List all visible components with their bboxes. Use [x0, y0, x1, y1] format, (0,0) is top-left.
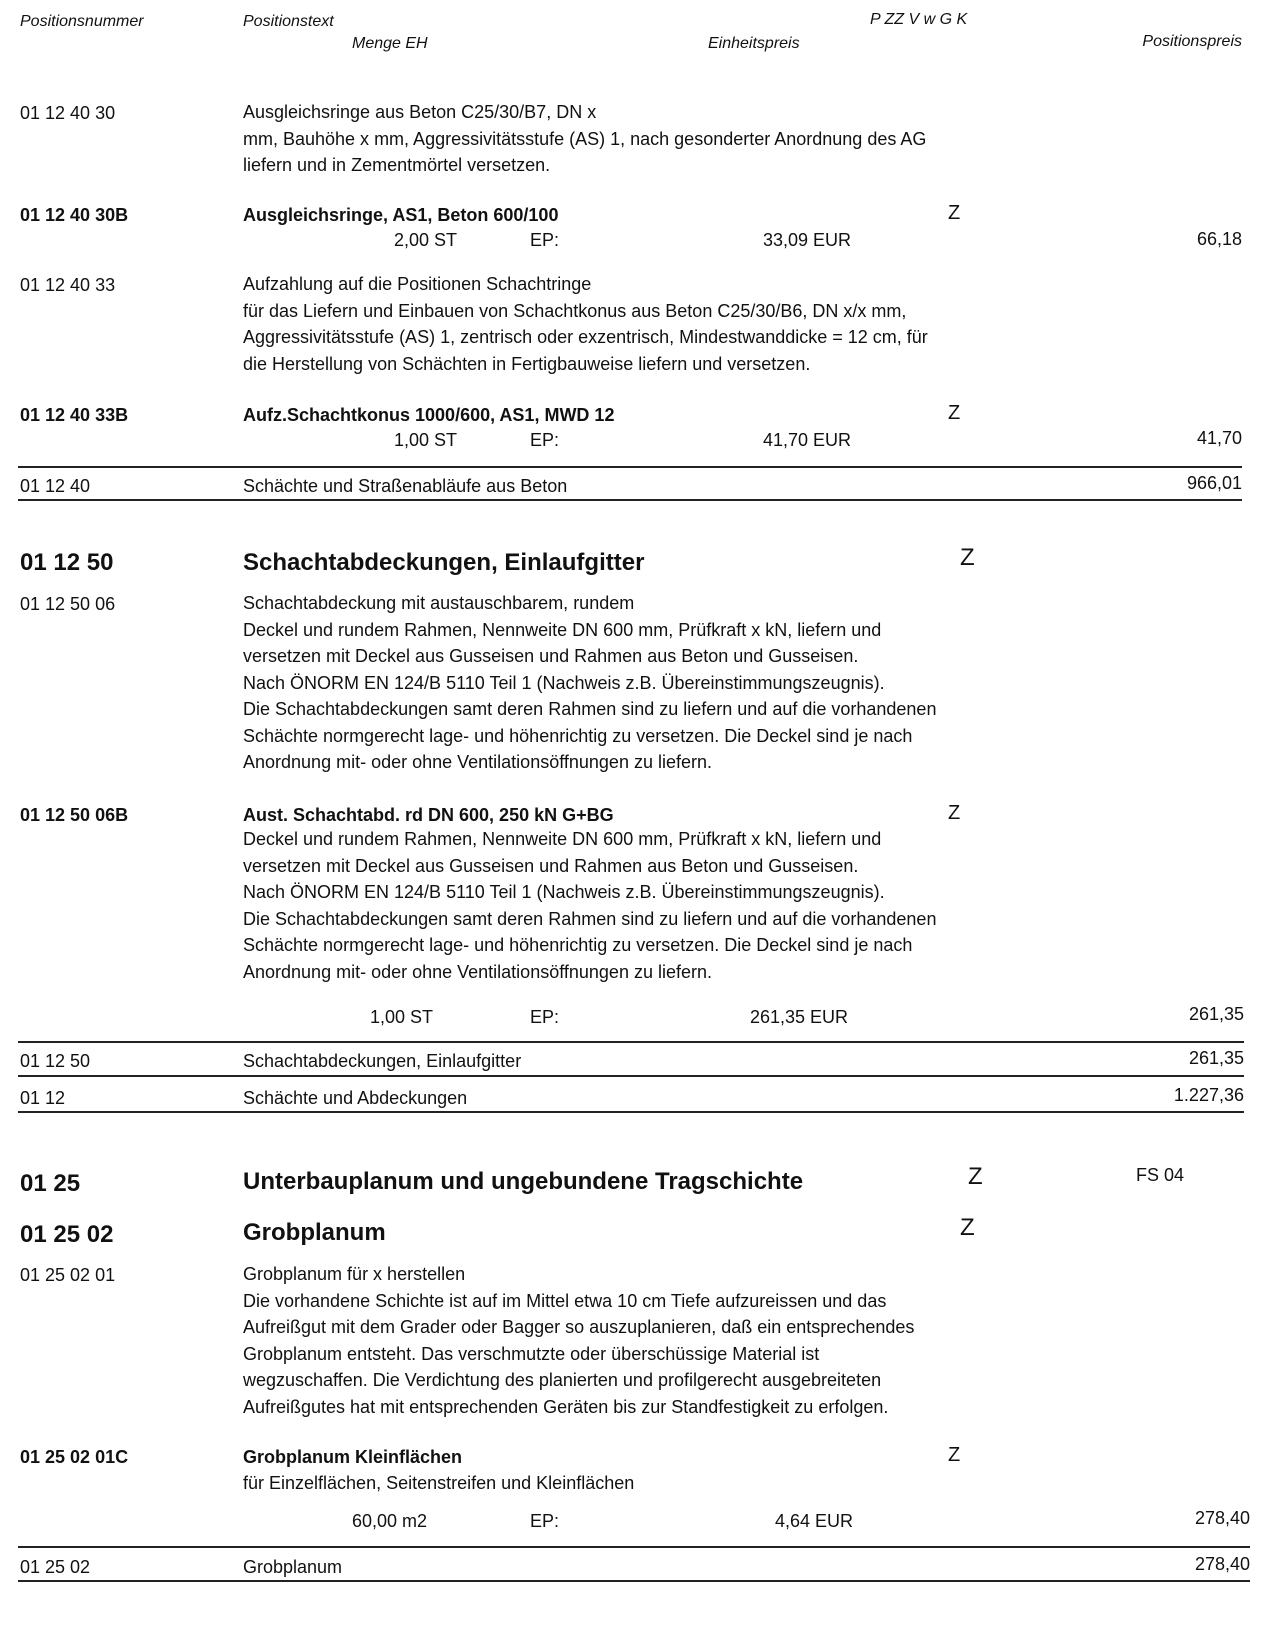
subtotal-number: 01 25 02 [20, 1557, 91, 1577]
subtotal-text: Schachtabdeckungen, Einlaufgitter [243, 1051, 522, 1071]
divider [18, 1075, 1244, 1077]
subtotal-number: 01 12 [20, 1088, 66, 1108]
unit-price: 4,64 EUR [775, 1511, 854, 1531]
quantity-unit: 1,00 ST [370, 1007, 434, 1027]
ep-label: EP: [530, 1511, 560, 1531]
ep-label: EP: [530, 1007, 560, 1027]
z-marker: Z [960, 544, 975, 571]
unit-price: 41,70 EUR [763, 430, 852, 450]
section-title: Unterbauplanum und ungebundene Tragschichte [243, 1168, 804, 1195]
z-marker: Z [968, 1163, 983, 1190]
subtotal-price: 1.227,36 [1173, 1085, 1244, 1105]
position-number: 01 25 02 01 [20, 1265, 116, 1285]
z-marker: Z [948, 402, 961, 424]
header-menge-eh: Menge EH [352, 35, 428, 52]
divider [18, 1041, 1244, 1043]
header-einheitspreis: Einheitspreis [708, 35, 800, 52]
position-number: 01 12 50 06B [20, 805, 129, 825]
z-marker: Z [960, 1214, 975, 1241]
position-number: 01 12 40 30 [20, 103, 116, 123]
position-number: 01 12 40 30B [20, 205, 129, 225]
header-positionsnummer: Positionsnummer [20, 13, 144, 30]
quantity-unit: 1,00 ST [394, 430, 458, 450]
position-price: 41,70 [1196, 428, 1242, 448]
unit-price: 33,09 EUR [763, 230, 852, 250]
position-title: Grobplanum Kleinflächen [243, 1447, 463, 1467]
subtotal-text: Schächte und Abdeckungen [243, 1088, 468, 1108]
position-text: Ausgleichsringe aus Beton C25/30/B7, DN x mm, Bauhöhe x mm, Aggressivitätsstufe (AS) 1, nach gesonderter Anordnung des AG liefern und in Zementmörtel versetzen. [243, 102, 927, 175]
ep-label: EP: [530, 230, 560, 250]
z-marker: Z [948, 1444, 961, 1466]
divider [18, 1546, 1250, 1548]
z-marker: Z [948, 202, 961, 224]
quantity-unit: 60,00 m2 [352, 1511, 428, 1531]
section-number: 01 12 50 [20, 549, 114, 576]
position-title: Aufz.Schachtkonus 1000/600, AS1, MWD 12 [243, 405, 615, 425]
position-text: Deckel und rundem Rahmen, Nennweite DN 600 mm, Prüfkraft x kN, liefern und versetzen mit Deckel aus Gusseisen und Rahmen aus Beton und Gusseisen. Nach ÖNORM EN 124/B 5110 Teil 1 (Nachweis z.B. Übereinstimmungszeugnis). Die Schachtabdeckungen samt deren Rahmen sind zu liefern und auf die vorhandenen Schächte normgerecht lage- und höhenrichtig zu versetzen. Die Deckel sind je nach Anordnung mit- oder ohne Ventilationsöffnungen zu liefern. [243, 829, 937, 982]
divider [18, 499, 1242, 501]
position-subtitle: für Einzelflächen, Seitenstreifen und Kleinflächen [243, 1473, 635, 1493]
section-number: 01 25 [20, 1170, 81, 1197]
divider [18, 1580, 1250, 1582]
subtotal-number: 01 12 40 [20, 476, 91, 496]
quantity-unit: 2,00 ST [394, 230, 458, 250]
position-text: Grobplanum für x herstellen Die vorhandene Schichte ist auf im Mittel etwa 10 cm Tiefe aufzureissen und das Aufreißgut mit dem Grader oder Bagger so auszuplanieren, daß ein entsprechendes Grobplanum entsteht. Das verschmutzte oder überschüssige Material ist wegzuschaffen. Die Verdichtung des planierten und profilgerecht ausgebreiteten Aufreißgutes hat mit entsprechenden Geräten bis zur Standfestigkeit zu erfolgen. [243, 1264, 915, 1417]
section-title: Grobplanum [243, 1219, 386, 1246]
section-number: 01 25 02 [20, 1221, 114, 1248]
subtotal-price: 966,01 [1186, 473, 1242, 493]
position-price: 261,35 [1188, 1004, 1244, 1024]
position-number: 01 12 50 06 [20, 594, 116, 614]
position-price: 66,18 [1196, 229, 1242, 249]
z-marker: Z [948, 802, 961, 824]
subtotal-text: Schächte und Straßenabläufe aus Beton [243, 476, 568, 496]
divider [18, 1111, 1244, 1113]
position-text: Schachtabdeckung mit austauschbarem, rundem Deckel und rundem Rahmen, Nennweite DN 600 mm, Prüfkraft x kN, liefern und versetzen mit Deckel aus Gusseisen und Rahmen aus Beton und Gusseisen. Nach ÖNORM EN 124/B 5110 Teil 1 (Nachweis z.B. Übereinstimmungszeugnis). Die Schachtabdeckungen samt deren Rahmen sind zu liefern und auf die vorhandenen Schächte normgerecht lage- und höhenrichtig zu versetzen. Die Deckel sind je nach Anordnung mit- oder ohne Ventilationsöffnungen zu liefern. [243, 593, 937, 772]
position-price: 278,40 [1194, 1508, 1250, 1528]
subtotal-price: 278,40 [1194, 1554, 1250, 1574]
subtotal-price: 261,35 [1188, 1048, 1244, 1068]
position-title: Ausgleichsringe, AS1, Beton 600/100 [243, 205, 559, 225]
header-positionspreis: Positionspreis [1142, 33, 1242, 50]
subtotal-text: Grobplanum [243, 1557, 343, 1577]
header-pzzv: P ZZ V w G K [870, 11, 968, 28]
unit-price: 261,35 EUR [750, 1007, 849, 1027]
fs-code: FS 04 [1136, 1165, 1185, 1185]
subtotal-number: 01 12 50 [20, 1051, 91, 1071]
position-number: 01 25 02 01C [20, 1447, 129, 1467]
position-number: 01 12 40 33B [20, 405, 129, 425]
ep-label: EP: [530, 430, 560, 450]
section-title: Schachtabdeckungen, Einlaufgitter [243, 549, 645, 576]
position-text: Aufzahlung auf die Positionen Schachtringe für das Liefern und Einbauen von Schachtkonus aus Beton C25/30/B6, DN x/x mm, Aggressivitätsstufe (AS) 1, zentrisch oder exzentrisch, Mindestwanddicke = 12 cm, für die Herstellung von Schächten in Fertigbauweise liefern und versetzen. [243, 274, 928, 374]
position-number: 01 12 40 33 [20, 275, 116, 295]
position-title: Aust. Schachtabd. rd DN 600, 250 kN G+BG [243, 805, 614, 825]
divider [18, 466, 1242, 468]
header-positionstext: Positionstext [243, 13, 334, 30]
